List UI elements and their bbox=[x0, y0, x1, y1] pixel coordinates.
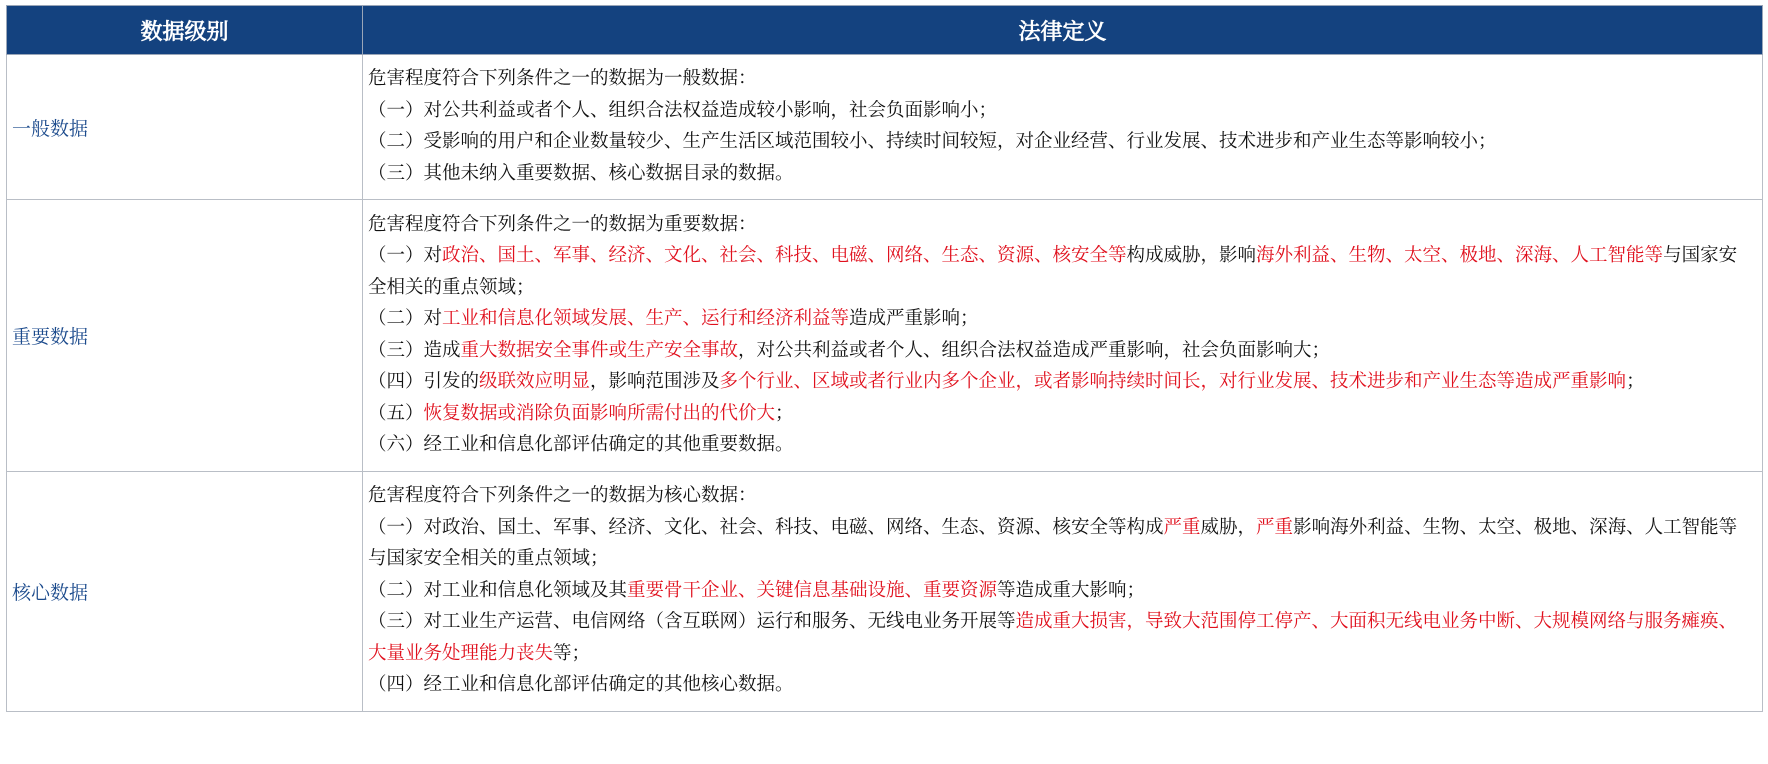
definition-text: 与国家安全相关的重点领域； bbox=[368, 245, 1738, 298]
definition-cell bbox=[363, 472, 1763, 712]
definition-line bbox=[368, 398, 1746, 430]
table-row bbox=[7, 200, 1763, 472]
highlighted-text: 工业和信息化领域发展、生产、运行和经济利益等 bbox=[442, 308, 850, 329]
definition-line bbox=[368, 429, 1746, 461]
definition-text: 威胁， bbox=[1200, 516, 1257, 538]
header-definition: 法律定义 bbox=[363, 6, 1763, 55]
definition-text: ； bbox=[775, 402, 794, 424]
table-row bbox=[7, 55, 1763, 200]
definition-text: 等； bbox=[553, 642, 591, 664]
highlighted-text: 严重 bbox=[1256, 516, 1294, 538]
highlighted-text: 重大数据安全事件或生产安全事故 bbox=[460, 339, 739, 361]
definition-text: （一）对公共利益或者个人、组织合法权益造成较小影响，社会负面影响小； bbox=[368, 99, 998, 121]
header-row bbox=[7, 6, 1763, 55]
definition-text: （四）引发的 bbox=[368, 371, 480, 392]
definition-cell bbox=[363, 55, 1763, 200]
definition-text: 影响海外利益、生物、太空、极地、深海、人工智能等与国家安全相关的重点领域； bbox=[368, 516, 1738, 569]
definition-line bbox=[368, 366, 1746, 398]
definition-text: 造成严重影响； bbox=[849, 308, 979, 329]
definition-text: （三）对工业生产运营、电信网络（含互联网）运行和服务、无线电业务开展等 bbox=[368, 611, 1016, 632]
definition-text: 危害程度符合下列条件之一的数据为一般数据： bbox=[368, 68, 757, 89]
definition-line bbox=[368, 512, 1746, 575]
definition-text: （五） bbox=[368, 402, 424, 424]
header-level: 数据级别 bbox=[7, 6, 363, 55]
definition-line bbox=[368, 95, 1746, 127]
definition-line bbox=[368, 575, 1746, 607]
definition-text: ； bbox=[1626, 371, 1645, 392]
definition-line bbox=[368, 303, 1746, 335]
definition-text: （六）经工业和信息化部评估确定的其他重要数据。 bbox=[368, 434, 794, 455]
definition-line bbox=[368, 158, 1746, 190]
level-cell: 核心数据 bbox=[7, 472, 363, 712]
definition-line bbox=[368, 209, 1746, 241]
definition-text: ，对公共利益或者个人、组织合法权益造成严重影响，社会负面影响大； bbox=[738, 339, 1331, 361]
definition-text: ，影响范围涉及 bbox=[590, 371, 720, 392]
highlighted-text: 级联效应明显 bbox=[479, 371, 591, 392]
definition-text: （四）经工业和信息化部评估确定的其他核心数据。 bbox=[368, 674, 794, 695]
definition-line bbox=[368, 606, 1746, 669]
definition-text: （二）对 bbox=[368, 308, 443, 329]
definition-text: （三）其他未纳入重要数据、核心数据目录的数据。 bbox=[368, 162, 794, 184]
definition-text: （一）对政治、国土、军事、经济、文化、社会、科技、电磁、网络、生态、资源、核安全等构成 bbox=[368, 516, 1164, 538]
definition-text: 危害程度符合下列条件之一的数据为重要数据： bbox=[368, 213, 757, 235]
highlighted-text: 重要骨干企业、关键信息基础设施、重要资源 bbox=[627, 579, 998, 601]
data-classification-table-wrapper bbox=[6, 5, 1762, 712]
highlighted-text: 恢复数据或消除负面影响所需付出的代价大 bbox=[423, 402, 776, 424]
definition-cell bbox=[363, 200, 1763, 472]
definition-text: 构成威胁，影响 bbox=[1126, 245, 1257, 266]
highlighted-text: 造成重大损害，导致大范围停工停产、大面积无线电业务中断、大规模网络与服务瘫痪、大量业务处理能力丧失 bbox=[368, 611, 1738, 664]
level-cell: 重要数据 bbox=[7, 200, 363, 472]
highlighted-text: 海外利益、生物、太空、极地、深海、人工智能等 bbox=[1256, 245, 1664, 266]
table-row bbox=[7, 472, 1763, 712]
highlighted-text: 多个行业、区域或者行业内多个企业，或者影响持续时间长，对行业发展、技术进步和产业生态等造成严重影响 bbox=[719, 371, 1627, 392]
definition-line bbox=[368, 335, 1746, 367]
definition-text: （二）受影响的用户和企业数量较少、生产生活区域范围较小、持续时间较短，对企业经营、行业发展、技术进步和产业生态等影响较小； bbox=[368, 131, 1497, 152]
highlighted-text: 严重 bbox=[1163, 516, 1201, 538]
data-classification-table bbox=[6, 5, 1763, 712]
definition-line bbox=[368, 480, 1746, 512]
definition-text: 等造成重大影响； bbox=[997, 579, 1146, 601]
definition-line bbox=[368, 63, 1746, 95]
definition-text: （二）对工业和信息化领域及其 bbox=[368, 579, 628, 601]
level-cell: 一般数据 bbox=[7, 55, 363, 200]
definition-text: （一）对 bbox=[368, 245, 443, 266]
definition-text: 危害程度符合下列条件之一的数据为核心数据： bbox=[368, 485, 757, 506]
highlighted-text: 政治、国土、军事、经济、文化、社会、科技、电磁、网络、生态、资源、核安全等 bbox=[442, 245, 1127, 266]
definition-text: （三）造成 bbox=[368, 339, 461, 361]
definition-line bbox=[368, 669, 1746, 701]
definition-line bbox=[368, 126, 1746, 158]
definition-line bbox=[368, 240, 1746, 303]
